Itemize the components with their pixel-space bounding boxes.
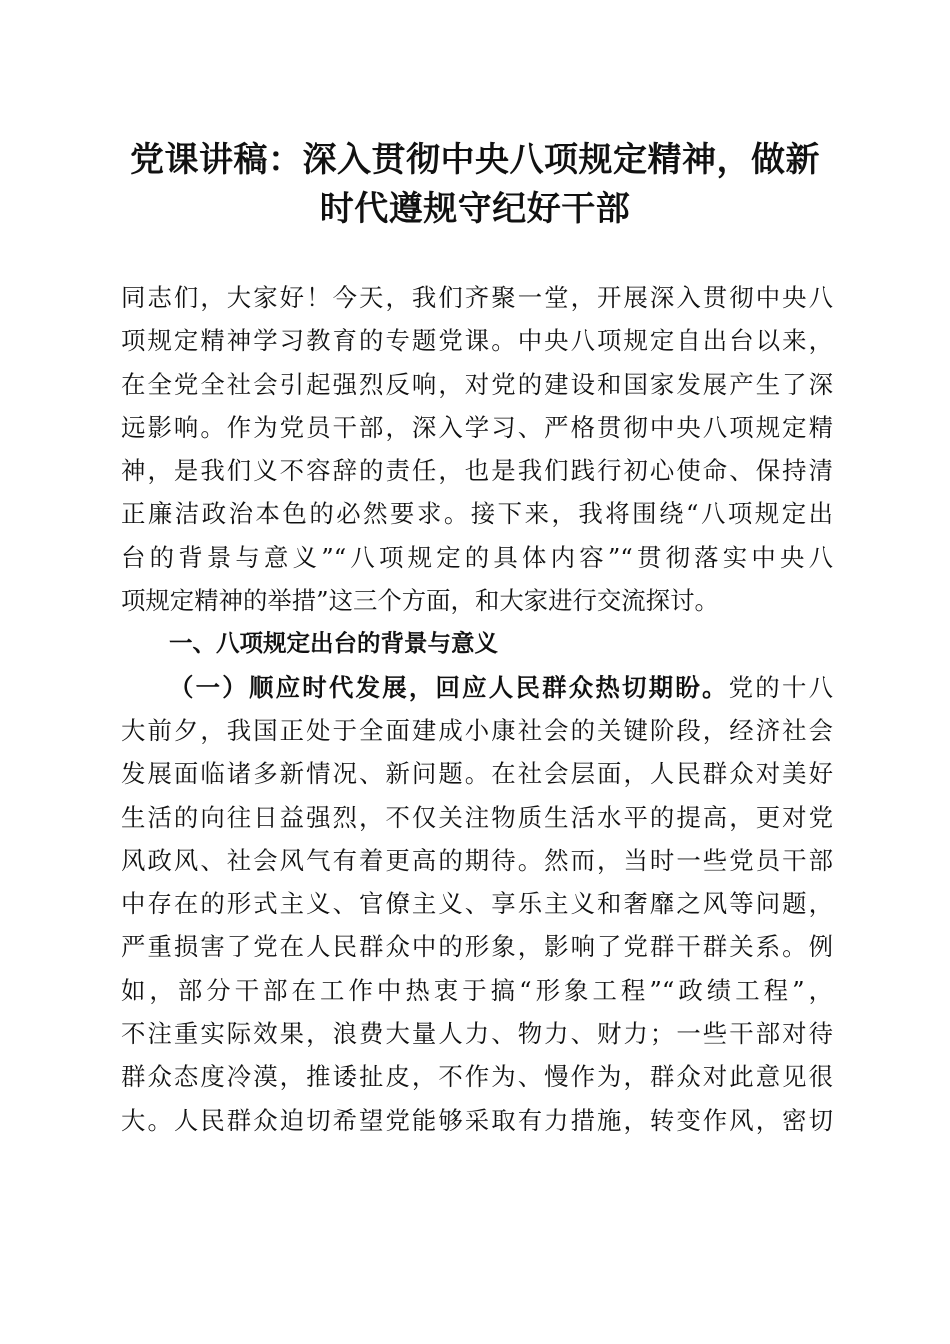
paragraph-line: 生活的向往日益强烈，不仅关注物质生活水平的提高，更对党 [121, 802, 833, 832]
title-line-2: 时代遵规守纪好干部 [319, 189, 631, 229]
paragraph-line: 群众态度冷漠，推诿扯皮，不作为、慢作为，群众对此意见很 [121, 1062, 833, 1092]
paragraph-line: 不注重实际效果，浪费大量人力、物力、财力；一些干部对待 [121, 1019, 833, 1049]
intro-line: 在全党全社会引起强烈反响，对党的建设和国家发展产生了深 [121, 369, 833, 399]
paragraph-line: 如，部分干部在工作中热衷于搞“形象工程”“政绩工程”， [121, 975, 833, 1005]
paragraph-line: 大前夕，我国正处于全面建成小康社会的关键阶段，经济社会 [121, 715, 833, 745]
title-line-1: 党课讲稿：深入贯彻中央八项规定精神，做新 [130, 140, 820, 180]
intro-line: 项规定精神的举措”这三个方面，和大家进行交流探讨。 [121, 586, 719, 616]
section-heading: 一、八项规定出台的背景与意义 [169, 629, 498, 658]
paragraph-line: 发展面临诸多新情况、新问题。在社会层面，人民群众对美好 [121, 759, 833, 789]
paragraph-line: 严重损害了党在人民群众中的形象，影响了党群干群关系。例 [121, 932, 833, 962]
subsection-heading: （一）顺应时代发展，回应人民群众热切期盼。 [169, 672, 729, 702]
paragraph-line: 中存在的形式主义、官僚主义、享乐主义和奢靡之风等问题， [121, 889, 833, 919]
intro-line: 同志们，大家好！今天，我们齐聚一堂，开展深入贯彻中央八 [121, 283, 833, 312]
intro-line: 台的背景与意义”“八项规定的具体内容”“贯彻落实中央八 [121, 542, 833, 572]
intro-line: 项规定精神学习教育的专题党课。中央八项规定自出台以来， [121, 326, 833, 356]
document-title [100, 136, 850, 234]
paragraph-line: 大。人民群众迫切希望党能够采取有力措施，转变作风，密切 [121, 1105, 833, 1135]
document-body [121, 276, 833, 1142]
intro-line: 神，是我们义不容辞的责任，也是我们践行初心使命、保持清 [121, 456, 833, 486]
intro-line: 正廉洁政治本色的必然要求。接下来，我将围绕“八项规定出 [121, 499, 833, 529]
paragraph-line: 风政风、社会风气有着更高的期待。然而，当时一些党员干部 [121, 845, 833, 875]
intro-line: 远影响。作为党员干部，深入学习、严格贯彻中央八项规定精 [121, 412, 833, 442]
subsection-first-line [121, 666, 833, 709]
subsection-first-line-text: 党的十八 [728, 672, 833, 702]
